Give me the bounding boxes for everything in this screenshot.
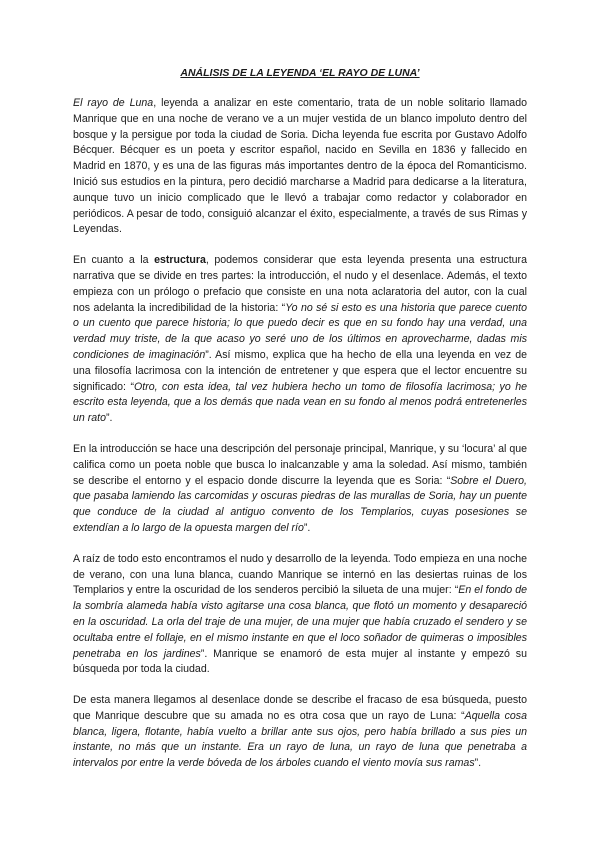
paragraph-text: ”. Manrique se enamoró de esta mujer al instante y empezó su búsqueda por toda la ciudad. — [73, 647, 527, 676]
quote-purpose: Otro, con esta idea, tal vez hubiera hecho un tomo de filosofía lacrimosa; yo he escrito esta leyenda, que a los demás que nada vean en su fondo al menos podrá entretenerles un rato — [73, 380, 528, 425]
paragraph-desenlace — [73, 693, 527, 772]
paragraph-text: En cuanto a la — [73, 254, 155, 267]
paragraph-text: ”. Así mismo, explica que ha hecho de ella una leyenda en vez de una filosofía lacrimosa con la intención de entretener y que espera que el lector encuentre su significado: “ — [73, 348, 527, 393]
paragraph-text: A raíz de todo esto encontramos el nudo y desarrollo de la leyenda. Todo empieza en una noche de verano, con una luna blanca, cuando Manrique se internó en las desiertas ruinas de los Templarios y entre la oscuridad de los senderos percibió la silueta de una mujer: “ — [73, 552, 527, 597]
paragraph-structure — [73, 253, 527, 427]
document-page — [73, 66, 527, 787]
paragraph-text: En la introducción se hace una descripción del personaje principal, Manrique, y su ‘locura’ al que califica como un poeta noble que busca lo inalcanzable y ama la soledad. Así mismo, también se describe el entorno y el espacio donde discurre la leyenda que es Soria: “ — [73, 442, 527, 487]
quote-silhouette: En el fondo de la sombría alameda había visto agitarse una cosa blanca, que flotó un momento y desapareció en la oscuridad. La orla del traje de una mujer, de una mujer que había cruzado el sendero y se ocultaba entre el follaje, en el mismo instante en que el loco soñador de quimeras o imposibles penetraba en los jardines — [73, 584, 528, 660]
document-title: ANÁLISIS DE LA LEYENDA ‘EL RAYO DE LUNA’ — [180, 67, 420, 79]
quote-prologue: Yo no sé si esto es una historia que parece cuento o un cuento que parece historia; lo que puedo decir es que en su fondo hay una verdad, una verdad muy triste, de la que acaso yo seré uno de los últimos en aprovecharme, dadas mis condiciones de imaginación — [73, 301, 528, 361]
paragraph-text: , leyenda a analizar en este comentario, trata de un noble solitario llamado Manrique que en una noche de verano ve a un mujer vestida de un blanco impoluto dentro del bosque y la persigue por toda la ciudad de Soria. Dicha leyenda fue escrita por Gustavo Adolfo Bécquer. Bécquer es un poeta y escritor español, nacido en Sevilla en 1836 y fallecido en Madrid en 1870, y es una de las figuras más importantes dentro de la época del Romanticismo. Inició sus estudios en la pintura, pero decidió marcharse a Madrid para dedicarse a la literatura, aunque tuvo un inicio complicado que le llevó a trabajar como redactor y colaborador en periódicos. A pesar de todo, consiguió alcanzar el éxito, especialmente, a través de sus Rimas y Leyendas. — [73, 97, 527, 236]
quote-soria: Sobre el Duero, que pasaba lamiendo las carcomidas y oscuras piedras de las murallas de Soria, hay un puente que conduce de la ciudad al antiguo convento de los Templarios, cuyas posesiones se extendían a lo largo de la opuesta margen del río — [73, 474, 527, 534]
paragraph-introduction-section — [73, 442, 527, 537]
paragraph-text: ”. — [474, 757, 482, 770]
work-title: El rayo de Luna — [73, 97, 154, 109]
paragraph-text: De esta manera llegamos al desenlace donde se describe el fracaso de esa búsqueda, puesto que Manrique descubre que su amada no es otra cosa que un rayo de Luna: “ — [73, 694, 527, 722]
paragraph-text: , podemos considerar que esta leyenda presenta una estructura narrativa que se divide en tres partes: la introducción, el nudo y el desenlace. Además, el texto empieza con un prólogo o prefacio que consiste en una nota aclaratoria del autor, con la cual nos adelanta la incredibilidad de la historia: “ — [73, 254, 527, 314]
paragraph-text: ”. — [303, 521, 311, 534]
paragraph-nudo — [73, 552, 527, 678]
keyword-structure: estructura — [154, 254, 206, 267]
quote-moonbeam: Aquella cosa blanca, ligera, flotante, había vuelto a brillar ante sus ojos, pero había brillado a sus pies un instante, no más que un instante. Era un rayo de luna, un rayo de luna que penetraba a intervalos por entre la verde bóveda de los árboles cuando el viento movía sus ramas — [73, 709, 527, 770]
paragraph-text: ”. — [105, 412, 113, 425]
paragraph-introduction-author — [73, 96, 527, 238]
